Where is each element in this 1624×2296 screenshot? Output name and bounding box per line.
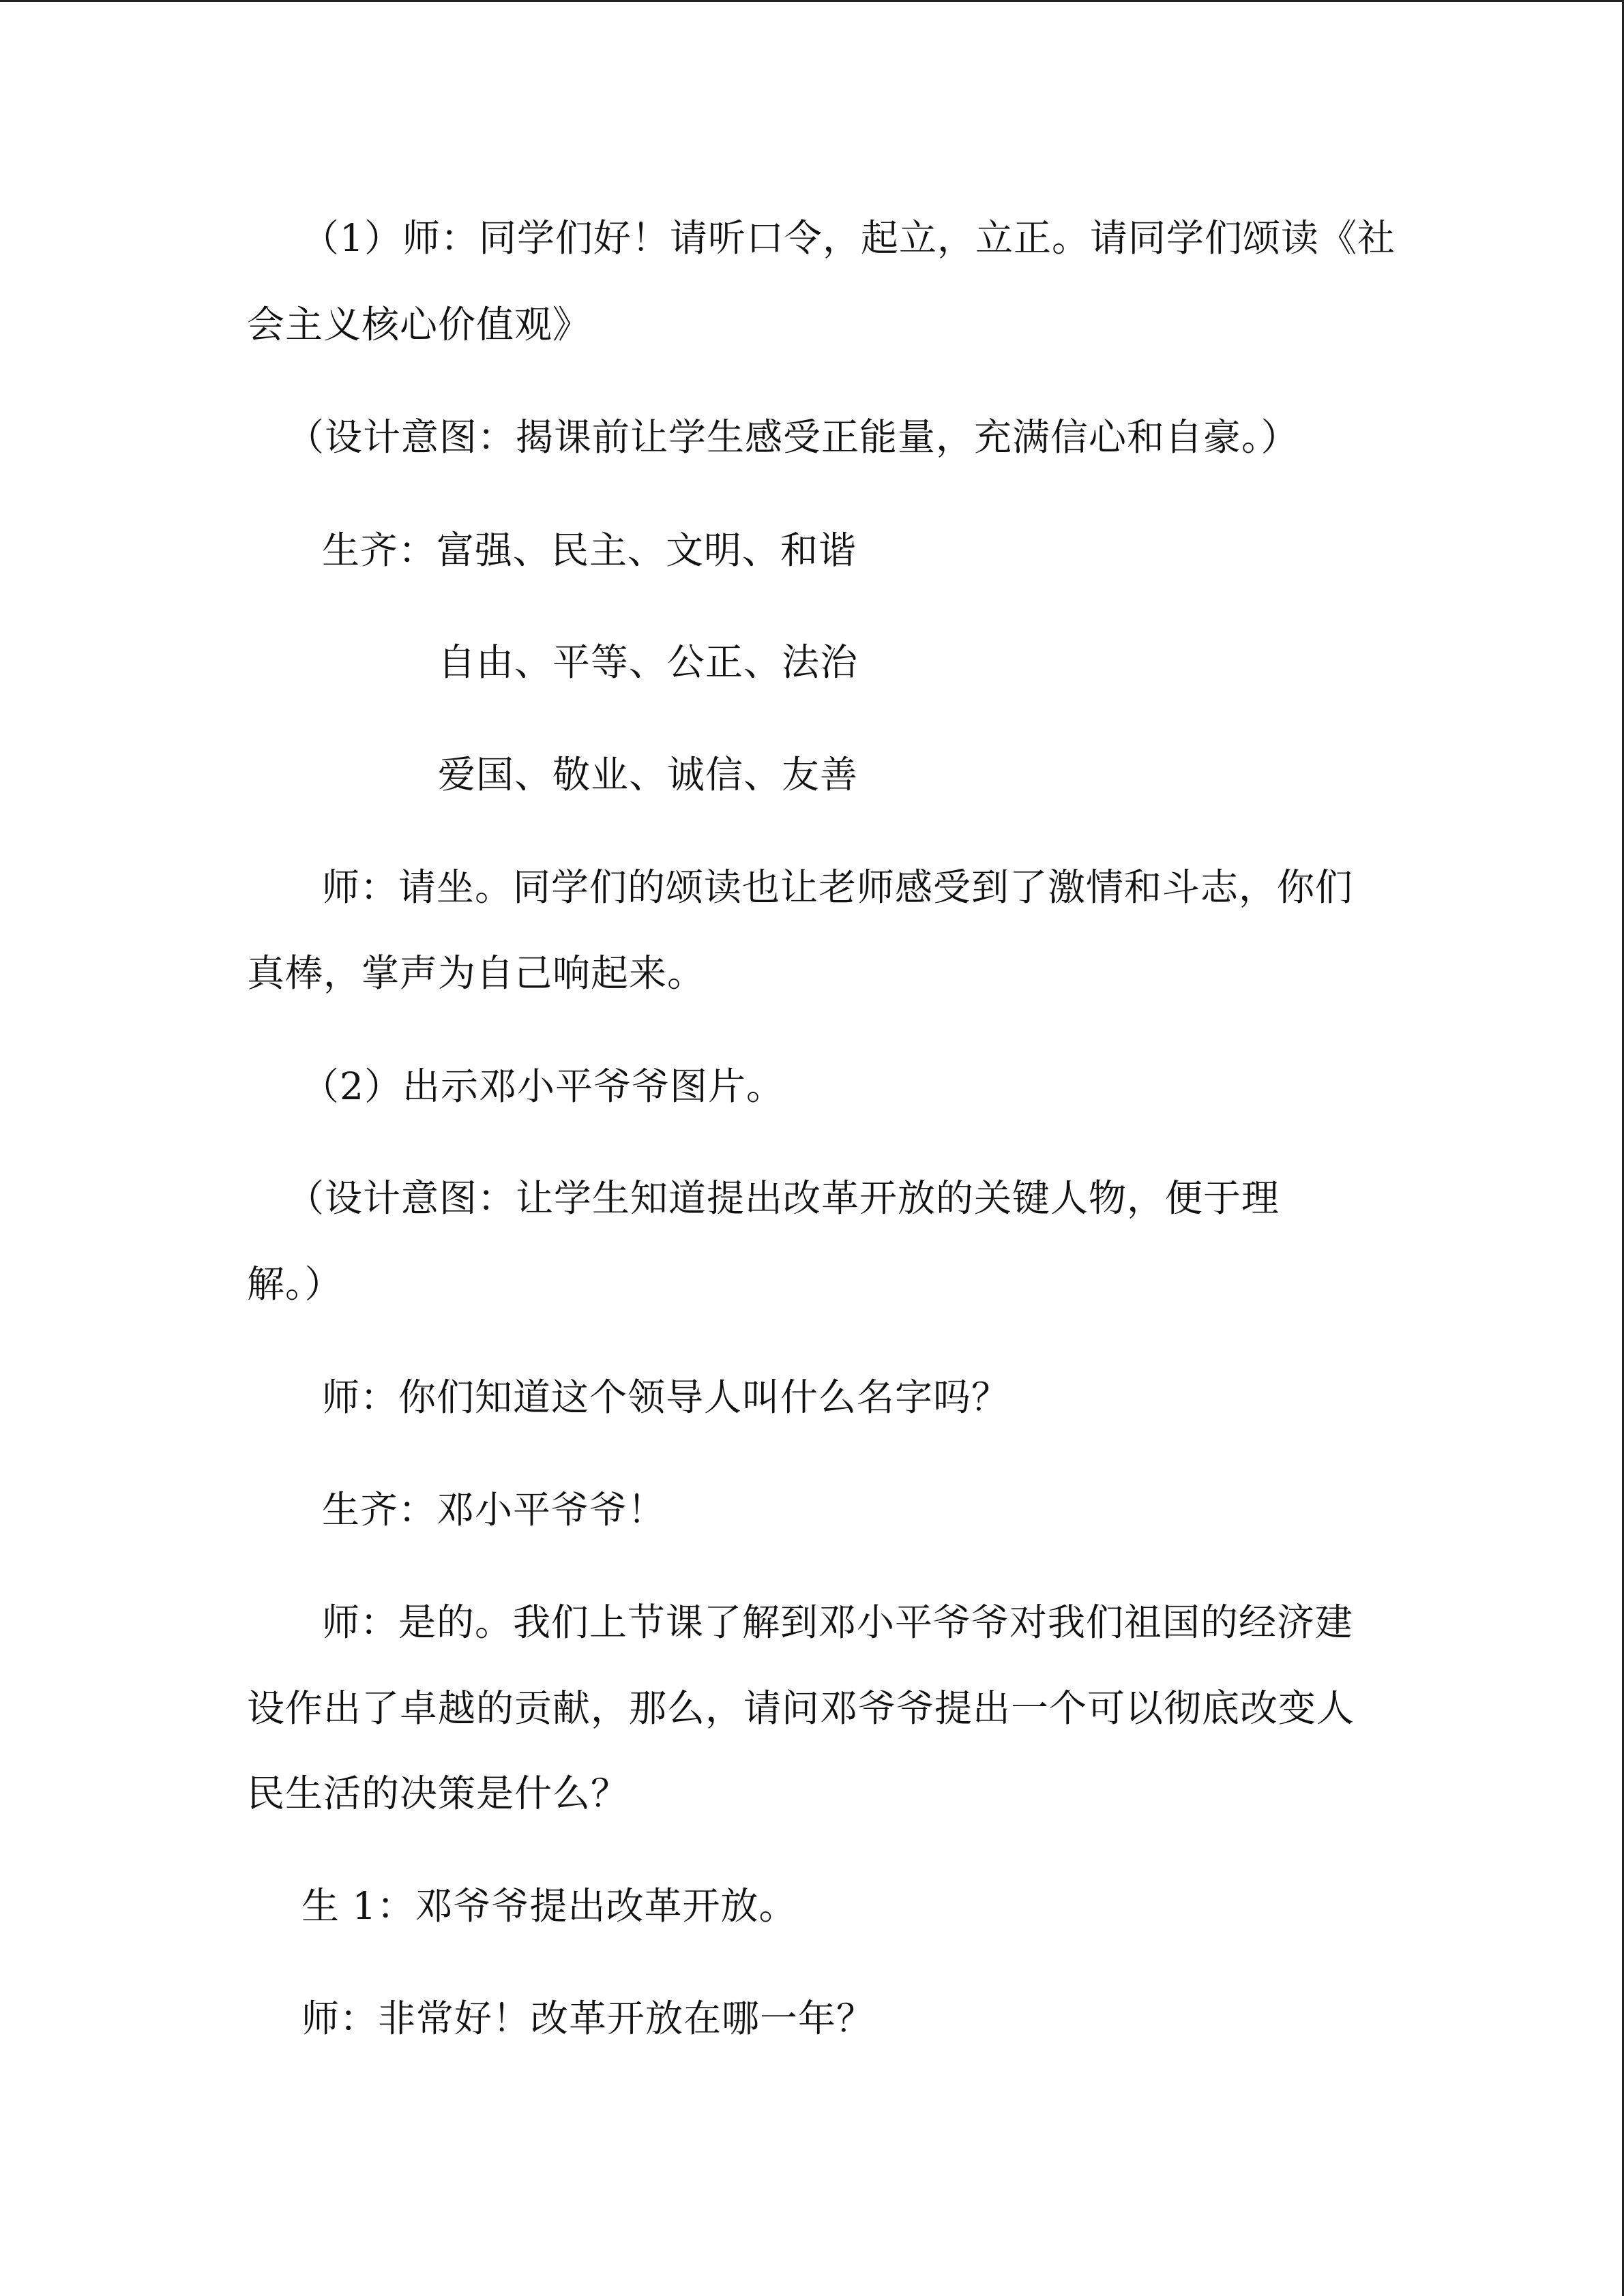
teacher-remark-2-line-1: 师：是的。我们上节课了解到邓小平爷爷对我们祖国的经济建	[322, 1600, 1354, 1644]
design-intent-2-line-1: （设计意图：让学生知道提出改革开放的关键人物，便于理	[286, 1176, 1280, 1220]
student-1-answer: 生 1：邓爷爷提出改革开放。	[301, 1884, 797, 1928]
design-intent-2-line-2: 解。）	[247, 1262, 343, 1306]
students-chorus-line-2: 自由、平等、公正、法治	[438, 640, 859, 684]
students-chorus-line-1: 生齐：富强、民主、文明、和谐	[322, 528, 857, 572]
step-2-heading: （2）出示邓小平爷爷图片。	[301, 1064, 784, 1108]
students-answer-1: 生齐：邓小平爷爷！	[322, 1488, 666, 1532]
design-intent-1: （设计意图：揭课前让学生感受正能量，充满信心和自豪。）	[286, 415, 1299, 459]
teacher-remark-1-line-1: 师：请坐。同学们的颂读也让老师感受到了激情和斗志，你们	[322, 865, 1354, 909]
teacher-question-1: 师：你们知道这个领导人叫什么名字吗？	[322, 1375, 1010, 1419]
teacher-remark-1-line-2: 真棒，掌声为自己响起来。	[247, 951, 706, 995]
teacher-remark-2-line-3: 民生活的决策是什么？	[247, 1772, 630, 1815]
page-top-border	[0, 0, 1624, 2]
students-chorus-line-3: 爱国、敬业、诚信、友善	[438, 753, 859, 796]
paragraph-1-line-1: （1）师：同学们好！请听口令，起立，立正。请同学们颂读《社	[301, 216, 1396, 260]
paragraph-1-line-2: 会主义核心价值观》	[247, 303, 591, 346]
teacher-question-2: 师：非常好！改革开放在哪一年？	[301, 1997, 875, 2040]
teacher-remark-2-line-2: 设作出了卓越的贡献，那么，请问邓爷爷提出一个可以彻底改变人	[247, 1686, 1355, 1730]
